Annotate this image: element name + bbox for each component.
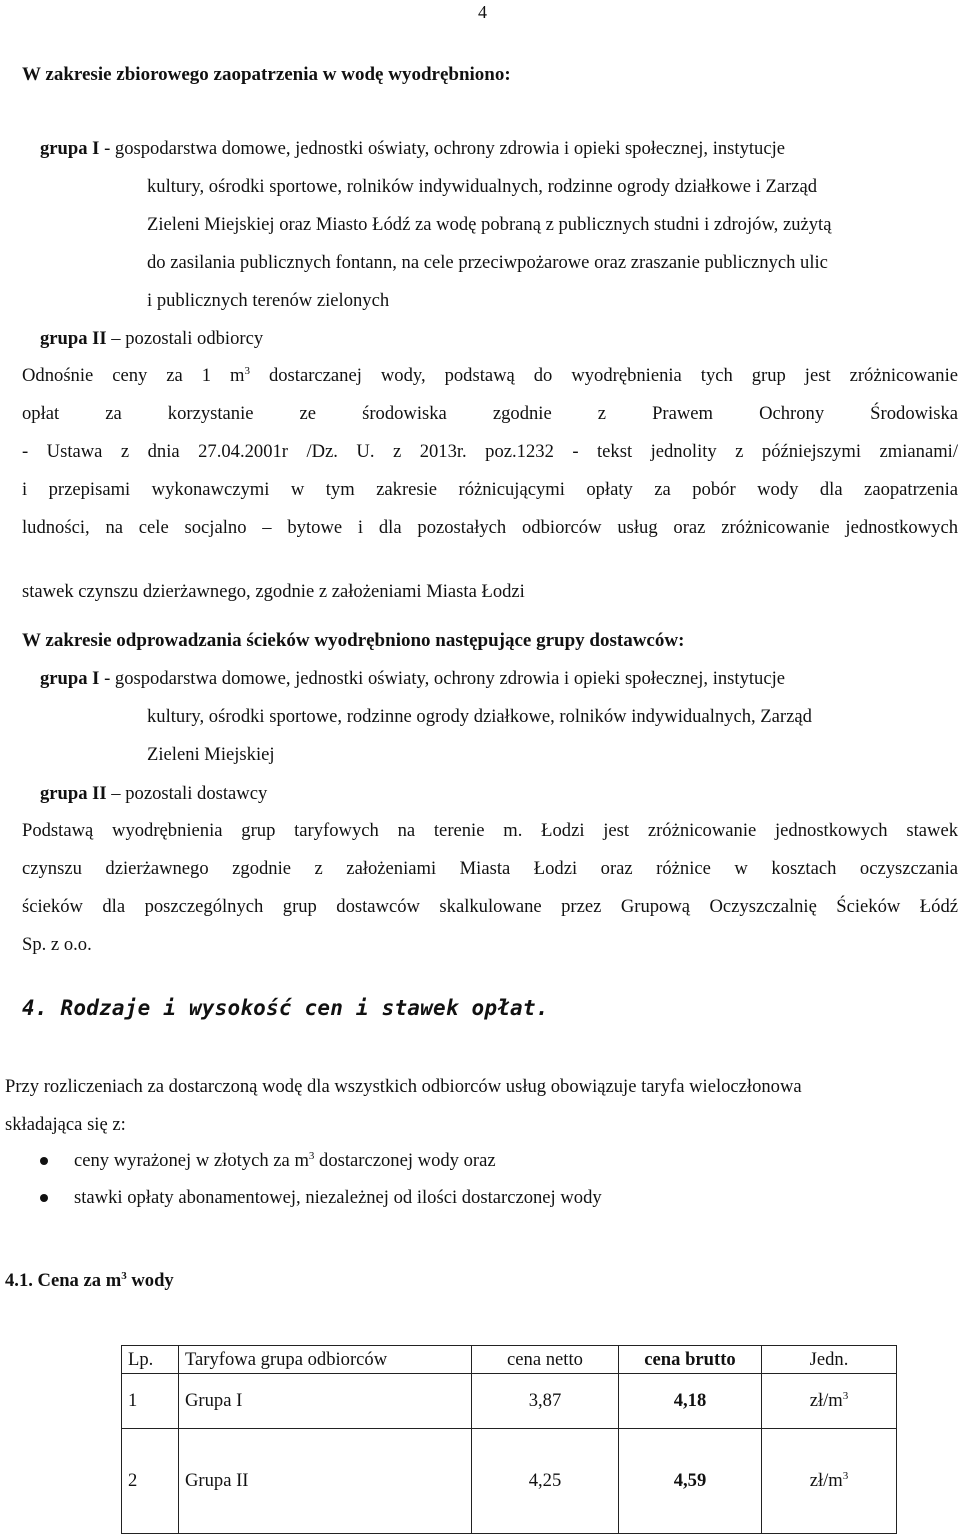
table-cell-lp: 1: [122, 1374, 179, 1429]
table-header-row: [122, 1346, 897, 1374]
water-group-1-line: i publicznych terenów zielonych: [147, 290, 390, 311]
water-para-line: i przepisami wykonawczymi w tym zakresie różnicującymi opłaty za pobór wody dla zaopatrzenia: [22, 479, 958, 500]
table-header-lp: Lp.: [122, 1346, 179, 1374]
list-item-text: ceny wyrażonej w złotych za $m^3$ dostarczonej wody oraz: [74, 1149, 496, 1171]
section-4-intro-line: składająca się z:: [5, 1114, 126, 1135]
bullet-icon: [40, 1194, 48, 1202]
water-para-line: Odnośnie ceny za 1 $m^3$ dostarczanej wody, podstawą do wyodrębnienia tych grup jest zróżnicowanie: [22, 364, 958, 386]
table-cell-group: Grupa II: [179, 1429, 472, 1534]
table-row: [122, 1374, 897, 1429]
table-cell-unit: $zł/m^3$: [762, 1374, 897, 1429]
water-para-line: - Ustawa z dnia 27.04.2001r /Dz. U. z 2013r. poz.1232 - tekst jednolity z późniejszymi zmianami/: [22, 441, 958, 462]
sewage-group-2-text: – pozostali dostawcy: [106, 783, 268, 804]
water-para-line: ludności, na cele socjalno – bytowe i dla pozostałych odbiorców usług oraz zróżnicowanie jednostkowych: [22, 517, 958, 538]
bullet-icon: [40, 1157, 48, 1165]
water-para-line: stawek czynszu dzierżawnego, zgodnie z założeniami Miasta Łodzi: [22, 581, 525, 602]
water-para-line: opłat za korzystanie ze środowiska zgodnie z Prawem Ochrony Środowiska: [22, 403, 958, 424]
table-cell-lp: 2: [122, 1429, 179, 1534]
water-group-1-label: grupa I: [40, 138, 100, 159]
water-group-2-text: – pozostali odbiorcy: [106, 328, 264, 349]
sewage-group-1-label: grupa I: [40, 668, 100, 689]
list-item-text: stawki opłaty abonamentowej, niezależnej od ilości dostarczonej wody: [74, 1187, 602, 1208]
water-group-1-first-line: [40, 130, 958, 168]
sewage-group-1-line: Zieleni Miejskiej: [147, 744, 275, 765]
table-cell-netto: 3,87: [472, 1374, 619, 1429]
water-group-1-line: Zieleni Miejskiej oraz Miasto Łódź za wodę pobraną z publicznych studni i zdrojów, zużytą: [147, 214, 832, 235]
table-header-group: Taryfowa grupa odbiorców: [179, 1346, 472, 1374]
sewage-group-1-text: - gospodarstwa domowe, jednostki oświaty, ochrony zdrowia i opieki społecznej, instytucje: [99, 668, 786, 689]
sewage-group-1-line: kultury, ośrodki sportowe, rodzinne ogrody działkowe, rolników indywidualnych, Zarząd: [147, 706, 812, 727]
water-group-1-line: kultury, ośrodki sportowe, rolników indywidualnych, rodzinne ogrody działkowe i Zarząd: [147, 176, 818, 197]
sewage-section-heading: W zakresie odprowadzania ścieków wyodrębniono następujące grupy dostawców:: [22, 630, 685, 651]
water-group-2-label: grupa II: [40, 328, 107, 349]
price-table: [121, 1345, 897, 1534]
table-header-unit: Jedn.: [762, 1346, 897, 1374]
sewage-para-line: Podstawą wyodrębnienia grup taryfowych na terenie m. Łodzi jest zróżnicowanie jednostkowych stawek: [22, 820, 958, 841]
table-cell-brutto: 4,59: [619, 1429, 762, 1534]
sewage-para-line: ścieków dla poszczególnych grup dostawców skalkulowane przez Grupową Oczyszczalnię Ścieków Łódź: [22, 896, 958, 917]
water-group-1: [40, 130, 958, 320]
table-header-brutto: cena brutto: [619, 1346, 762, 1374]
table-header-netto: cena netto: [472, 1346, 619, 1374]
water-group-1-text: - gospodarstwa domowe, jednostki oświaty, ochrony zdrowia i opieki społecznej, instytucje: [99, 138, 786, 159]
water-section-heading: W zakresie zbiorowego zaopatrzenia w wodę wyodrębniono:: [22, 64, 511, 85]
section-4-heading: 4. Rodzaje i wysokość cen i stawek opłat.: [22, 996, 549, 1020]
sewage-para-line: Sp. z o.o.: [22, 934, 92, 955]
sewage-group-2: [40, 775, 958, 813]
table-cell-unit: $zł/m^3$: [762, 1429, 897, 1534]
table-cell-group: Grupa I: [179, 1374, 472, 1429]
table-cell-brutto: 4,18: [619, 1374, 762, 1429]
section-4-intro-line: Przy rozliczeniach za dostarczoną wodę dla wszystkich odbiorców usług obowiązuje taryfa wieloczłonowa: [5, 1076, 802, 1097]
sewage-para-line: czynszu dzierżawnego zgodnie z założeniami Miasta Łodzi oraz różnice w kosztach oczyszczania: [22, 858, 958, 879]
water-group-1-line: do zasilania publicznych fontann, na cele przeciwpożarowe oraz zraszanie publicznych ulic: [147, 252, 828, 273]
table-row: [122, 1429, 897, 1534]
sewage-group-1: [40, 660, 958, 774]
table-cell-netto: 4,25: [472, 1429, 619, 1534]
page-number: 4: [478, 2, 487, 22]
sewage-group-2-label: grupa II: [40, 783, 107, 804]
section-4-1-heading: 4.1. Cena za $m^3$ wody: [5, 1269, 174, 1291]
water-group-2: [40, 320, 958, 358]
